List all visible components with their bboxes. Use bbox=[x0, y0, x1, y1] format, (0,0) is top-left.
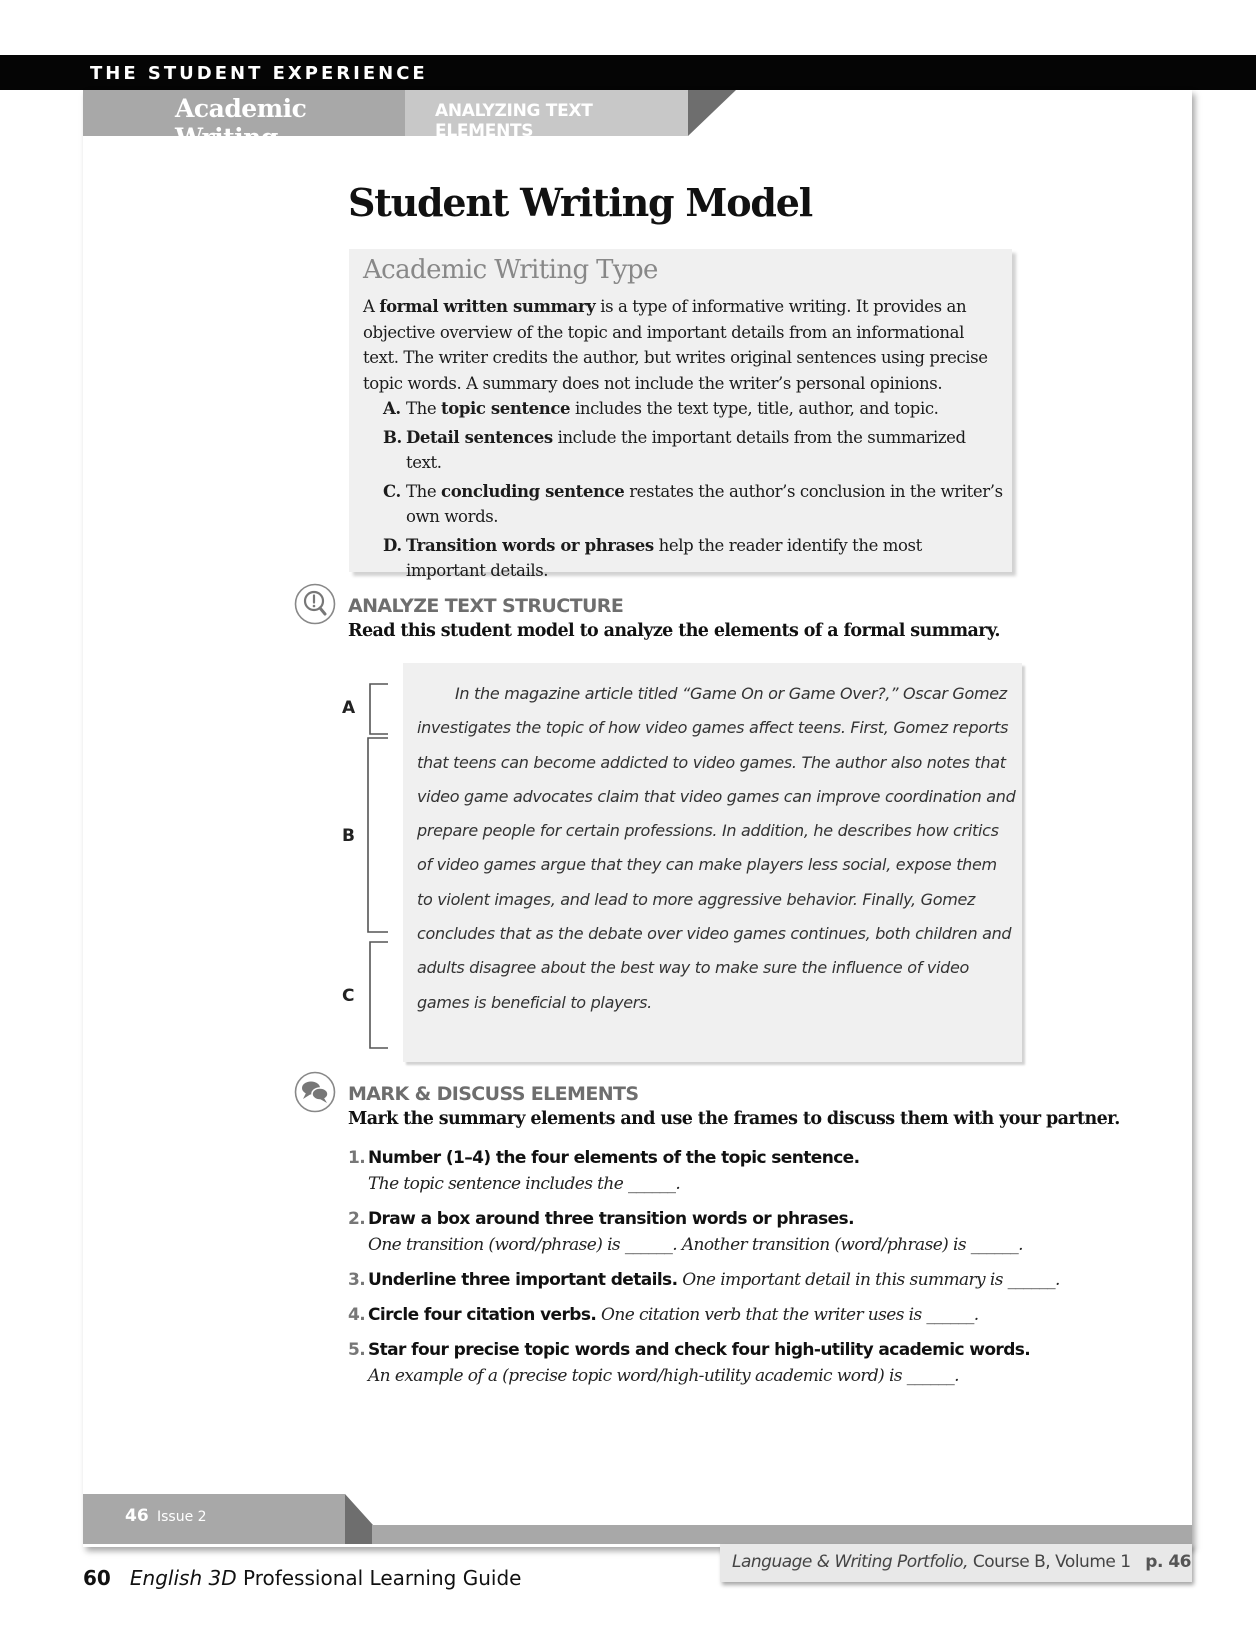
mark-item-instruction: Draw a box around three transition words or phrases. bbox=[368, 1209, 854, 1229]
mark-item-instruction: Circle four citation verbs. bbox=[368, 1305, 597, 1325]
banner-text: THE STUDENT EXPERIENCE bbox=[90, 63, 428, 84]
mark-item-number: 5. bbox=[348, 1340, 366, 1360]
item-letter: A. bbox=[383, 399, 401, 418]
item-bold-term: Transition words or phrases bbox=[406, 536, 654, 555]
intro-text: is a type of informative writing. It provides an objective overview of the topic and important details from an informational text. The writer credits the author, but writes original sentences using precise topic words. A summary does not include the writer’s personal opinions. bbox=[363, 297, 988, 393]
writing-type-item bbox=[383, 425, 1003, 475]
item-text: help the reader identify the most important details. bbox=[406, 536, 922, 580]
portfolio-reference bbox=[720, 1544, 1192, 1582]
student-model-box bbox=[403, 663, 1022, 1062]
section-tab-primary-label: Academic Writing bbox=[175, 94, 307, 152]
mark-item-instruction: Star four precise topic words and check four high-utility academic words. bbox=[368, 1340, 1031, 1360]
mark-item bbox=[348, 1302, 1068, 1328]
top-banner bbox=[0, 55, 1256, 90]
guide-page-number: 60 bbox=[83, 1566, 111, 1590]
mark-item bbox=[348, 1337, 1068, 1389]
guide-title-rest: Professional Learning Guide bbox=[236, 1566, 522, 1590]
page-title: Student Writing Model bbox=[348, 180, 813, 225]
bracket-c bbox=[370, 942, 388, 1048]
section-tab-secondary-label: ANALYZING TEXT ELEMENTS bbox=[435, 101, 593, 141]
magnifier-exclamation-icon bbox=[294, 583, 336, 625]
item-bold-term: topic sentence bbox=[441, 399, 571, 418]
bracket-a bbox=[370, 684, 388, 734]
writing-type-item bbox=[383, 396, 1003, 421]
mark-discuss-subheading: Mark the summary elements and use the frames to discuss them with your partner. bbox=[348, 1109, 1120, 1129]
item-bold-term: Detail sentences bbox=[406, 428, 553, 447]
mark-item-frame: One transition (word/phrase) is ______. Another transition (word/phrase) is ______. bbox=[368, 1235, 1023, 1255]
mark-item-number: 1. bbox=[348, 1148, 366, 1168]
intro-text: A bbox=[363, 297, 380, 316]
tab-corner-decoration bbox=[688, 90, 736, 136]
portfolio-page: p. 46 bbox=[1145, 1552, 1191, 1572]
footer-page-tab bbox=[83, 1494, 345, 1544]
item-text: The bbox=[406, 399, 442, 418]
writing-type-item bbox=[383, 479, 1003, 529]
item-text: include the important details from the summarized text. bbox=[406, 428, 966, 472]
mark-discuss-list bbox=[348, 1145, 1068, 1398]
writing-type-list bbox=[383, 396, 1003, 587]
mark-item-number: 4. bbox=[348, 1305, 366, 1325]
student-model-text: In the magazine article titled “Game On or Game Over?,” Oscar Gomez investigates the topic of how video games affect teens. First, Gomez reports that teens can become addicted to video games. The author also notes that video game advocates claim that video games can improve coordination and prepare people for certain professions. In addition, he describes how critics of video games argue that they can make players less social, expose them to violent images, and lead to more aggressive behavior. Finally, Gomez concludes that as the debate over video games continues, both children and adults disagree about the best way to make sure the influence of video games is beneficial to players. bbox=[417, 684, 1016, 1012]
mark-item bbox=[348, 1267, 1068, 1293]
mark-item-frame: An example of a (precise topic word/high-utility academic word) is ______. bbox=[368, 1366, 959, 1386]
bracket-b bbox=[368, 738, 388, 932]
section-tab-primary bbox=[83, 90, 405, 152]
writing-type-box bbox=[349, 249, 1012, 580]
portfolio-reference-text bbox=[732, 1552, 1191, 1572]
mark-item-number: 3. bbox=[348, 1270, 366, 1290]
footer-bar bbox=[372, 1525, 1192, 1544]
mark-item-frame: One important detail in this summary is ______. bbox=[682, 1270, 1060, 1290]
mark-item bbox=[348, 1145, 1068, 1197]
section-tab-secondary bbox=[405, 90, 688, 141]
bracket-label-c: C bbox=[342, 986, 355, 1006]
item-text: includes the text type, title, author, and topic. bbox=[570, 399, 939, 418]
item-bold-term: concluding sentence bbox=[441, 482, 625, 501]
paragraph-brackets bbox=[360, 680, 390, 1052]
item-letter: B. bbox=[383, 428, 402, 447]
guide-footer bbox=[83, 1566, 521, 1590]
analyze-subheading: Read this student model to analyze the elements of a formal summary. bbox=[348, 621, 1000, 641]
speech-bubbles-icon bbox=[294, 1071, 336, 1113]
item-text: restates the author’s conclusion in the writer’s own words. bbox=[406, 482, 1003, 526]
mark-item-number: 2. bbox=[348, 1209, 366, 1229]
mark-item-frame: The topic sentence includes the ______. bbox=[368, 1174, 681, 1194]
footer-issue: Issue 2 bbox=[157, 1509, 207, 1525]
item-text: The bbox=[406, 482, 442, 501]
guide-title-italic: English 3D bbox=[129, 1566, 237, 1590]
mark-discuss-heading: MARK & DISCUSS ELEMENTS bbox=[348, 1083, 639, 1105]
footer-tab-corner bbox=[345, 1494, 373, 1544]
mark-item-instruction: Number (1–4) the four elements of the topic sentence. bbox=[368, 1148, 860, 1168]
bracket-label-a: A bbox=[342, 698, 356, 718]
writing-type-heading: Academic Writing Type bbox=[363, 255, 658, 285]
portfolio-course: Course B, Volume 1 bbox=[967, 1552, 1131, 1572]
item-letter: D. bbox=[383, 536, 402, 555]
writing-type-intro bbox=[363, 294, 1003, 396]
writing-type-item bbox=[383, 533, 1003, 583]
mark-item bbox=[348, 1206, 1068, 1258]
analyze-heading: ANALYZE TEXT STRUCTURE bbox=[348, 595, 624, 617]
portfolio-title: Language & Writing Portfolio, bbox=[732, 1552, 968, 1572]
mark-item-frame: One citation verb that the writer uses is ______. bbox=[601, 1305, 979, 1325]
mark-item-instruction: Underline three important details. bbox=[368, 1270, 678, 1290]
item-letter: C. bbox=[383, 482, 401, 501]
intro-bold-term: formal written summary bbox=[379, 297, 596, 316]
footer-page-number: 46 bbox=[125, 1506, 149, 1526]
bracket-label-b: B bbox=[342, 826, 355, 846]
